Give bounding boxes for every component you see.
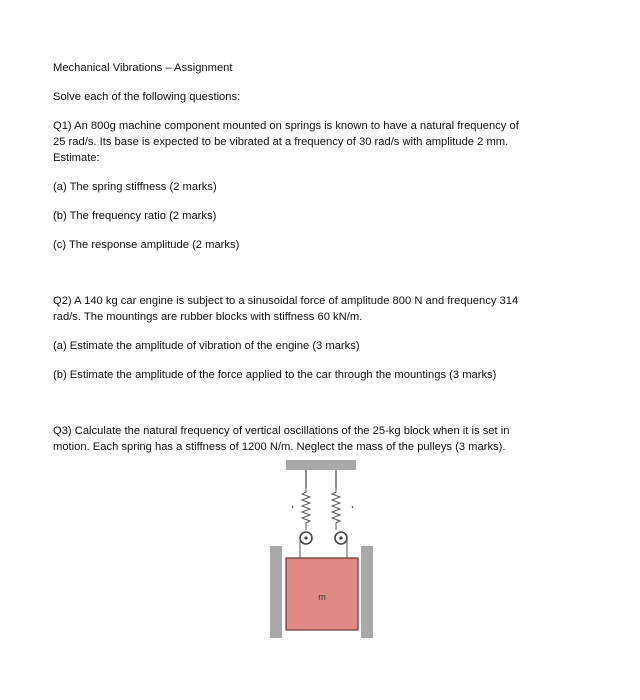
instruction-text: Solve each of the following questions: [53,91,241,103]
q1-part-c: (c) The response amplitude (2 marks) [53,239,240,251]
left-pulley-axle [304,536,307,539]
top-support-beam [286,460,356,470]
q2-line-2: rad/s. The mountings are rubber blocks with stiffness 60 kN/m. [53,311,363,323]
q1-line-1: Q1) An 800g machine component mounted on springs is known to have a natural frequency of [53,120,519,132]
q3-line-2: motion. Each spring has a stiffness of 1200 N/m. Neglect the mass of the pulleys (3 marks). [53,441,506,453]
pulley-spring-diagram [262,458,382,648]
q2-part-b: (b) Estimate the amplitude of the force applied to the car through the mountings (3 marks) [53,369,497,381]
mass-label: m [318,592,326,602]
left-guide-wall [270,546,282,638]
right-pulley-axle [339,536,342,539]
q3-line-1: Q3) Calculate the natural frequency of vertical oscillations of the 25-kg block when it is set in [53,425,510,437]
right-marker [352,506,353,508]
q1-part-b: (b) The frequency ratio (2 marks) [53,210,217,222]
pulley-spring-figure [262,458,382,648]
left-marker [292,506,293,508]
document-page [53,60,593,455]
right-guide-wall [361,546,373,638]
q1-part-a: (a) The spring stiffness (2 marks) [53,181,217,193]
q1-line-3: Estimate: [53,152,100,164]
right-spring [332,488,340,530]
q2-line-1: Q2) A 140 kg car engine is subject to a sinusoidal force of amplitude 800 N and frequency 314 [53,295,519,307]
q1-line-2: 25 rad/s. Its base is expected to be vibrated at a frequency of 30 rad/s with amplitude 2 mm. [53,136,509,148]
q2-part-a: (a) Estimate the amplitude of vibration of the engine (3 marks) [53,340,360,352]
document-title: Mechanical Vibrations – Assignment [53,62,233,74]
left-spring [302,488,310,530]
